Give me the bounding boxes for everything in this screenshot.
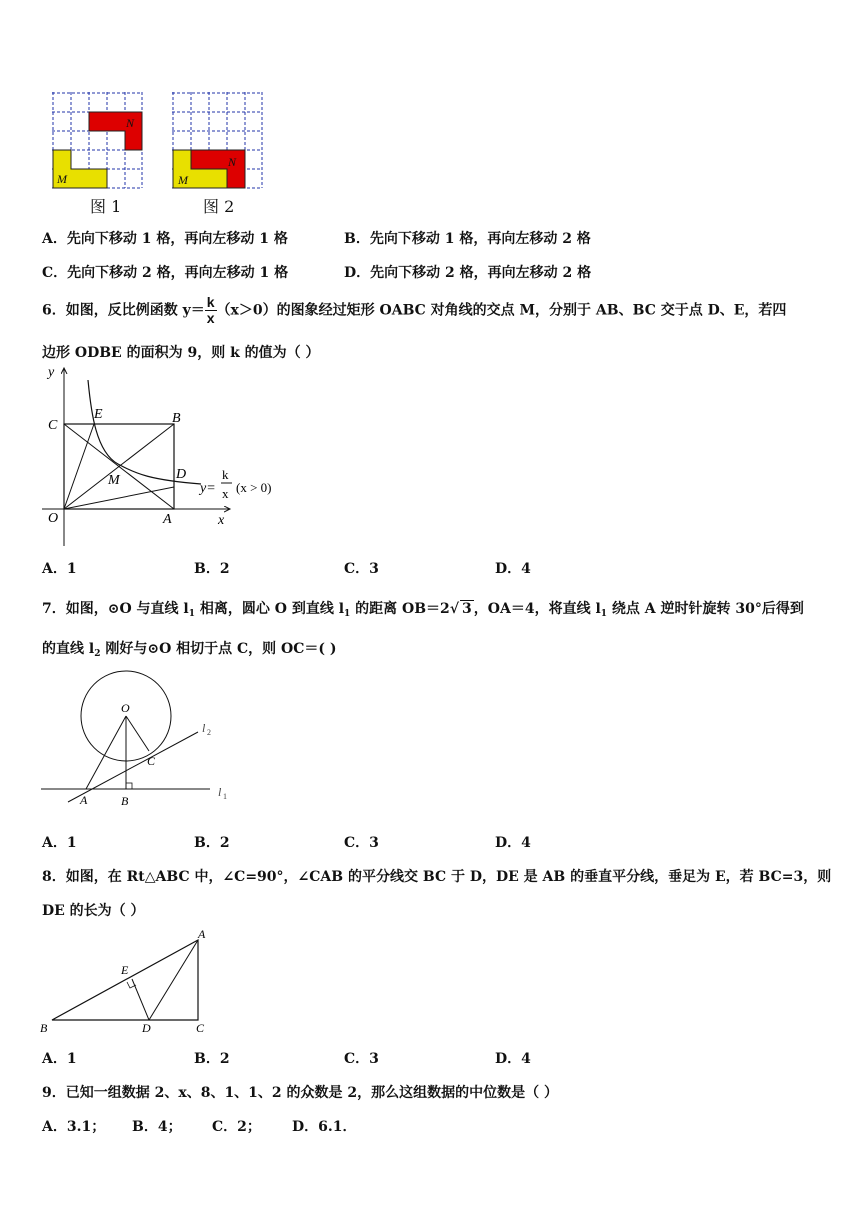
q8-stem-line1: 8．如图，在 Rt△ABC 中，∠C=90°，∠CAB 的平分线交 BC 于 D，DE 是 AB 的垂直平分线，垂足为 E，若 BC=3，则 — [42, 869, 832, 885]
q7-stem-line1: 7．如图，⊙O 与直线 $l_1$ 相离，圆心 O 到直线 $l_1$ 的距离 OB＝2√ 3 ，OA＝4，将直线 $l_1$ 绕点 A 逆时针旋转 30°后得到 — [42, 601, 804, 619]
q6-option-a: A．1 — [42, 561, 77, 577]
svg-text:x: x — [222, 486, 229, 501]
label-n: N — [126, 116, 135, 130]
svg-text:D: D — [142, 1021, 151, 1035]
red-shape-n — [89, 112, 142, 150]
svg-text:y=: y= — [200, 481, 216, 496]
q5-figure-1 — [52, 92, 144, 190]
svg-text:l: l — [218, 785, 222, 799]
svg-text:C: C — [196, 1021, 205, 1035]
q6-stem-line2: 边形 ODBE 的面积为 9，则 k 的值为（ ） — [42, 345, 320, 361]
q7-option-d: D．4 — [495, 835, 531, 851]
svg-text:x: x — [218, 513, 225, 528]
q9-option-c: C．2； — [212, 1119, 261, 1135]
svg-text:1: 1 — [223, 792, 227, 801]
q5-option-b: B．先向下移动 1 格，再向左移动 2 格 — [344, 231, 591, 247]
svg-text:E: E — [121, 963, 129, 977]
svg-text:O: O — [48, 511, 59, 526]
q5-option-c: C．先向下移动 2 格，再向左移动 1 格 — [42, 265, 289, 281]
q8-option-c: C．3 — [344, 1051, 379, 1067]
q6-option-c: C．3 — [344, 561, 379, 577]
q7-figure — [38, 668, 238, 813]
svg-text:B: B — [121, 794, 129, 808]
svg-text:C: C — [48, 418, 58, 433]
q8-stem-line2: DE 的长为（ ） — [42, 903, 145, 919]
q9-option-d: D．6.1． — [292, 1119, 357, 1135]
svg-text:2: 2 — [207, 728, 211, 737]
svg-text:y: y — [48, 365, 55, 380]
svg-text:B: B — [172, 411, 181, 426]
svg-text:D: D — [176, 467, 187, 482]
svg-text:A: A — [163, 512, 172, 527]
figure-1-caption: 图 1 — [90, 197, 122, 216]
label-m: M — [57, 172, 67, 186]
svg-text:k: k — [222, 467, 229, 482]
q9-stem: 9．已知一组数据 2、x、8、1、1、2 的众数是 2，那么这组数据的中位数是（ ） — [42, 1085, 559, 1101]
q8-option-a: A．1 — [42, 1051, 77, 1067]
svg-text:C: C — [147, 754, 156, 768]
svg-text:E: E — [94, 407, 103, 422]
svg-text:M: M — [108, 473, 120, 488]
q6-option-b: B．2 — [194, 561, 230, 577]
q9-option-a: A．3.1； — [42, 1119, 106, 1135]
svg-text:M: M — [178, 173, 188, 187]
q5-option-d: D．先向下移动 2 格，再向左移动 2 格 — [344, 265, 592, 281]
q7-stem-line2: 的直线 $l_2$ 刚好与⊙O 相切于点 C，则 OC＝( ) — [42, 641, 337, 659]
q6-option-d: D．4 — [495, 561, 531, 577]
q5-option-a: A．先向下移动 1 格，再向左移动 1 格 — [42, 231, 288, 247]
q6-figure — [36, 362, 286, 552]
svg-text:(x > 0): (x > 0) — [236, 480, 272, 495]
figure-2-caption: 图 2 — [203, 197, 235, 216]
q8-option-d: D．4 — [495, 1051, 531, 1067]
q7-option-a: A．1 — [42, 835, 77, 851]
svg-text:N: N — [228, 155, 237, 169]
svg-text:B: B — [40, 1021, 48, 1035]
q6-stem-line1: 6．如图，反比例函数 y＝ $\frac{k}{x}$ （x＞0）的图象经过矩形 OABC 对角线的交点 M，分别于 AB、BC 交于点 D、E，若四 — [42, 294, 787, 326]
q8-option-b: B．2 — [194, 1051, 230, 1067]
q5-figure-2 — [172, 92, 264, 190]
q7-option-c: C．3 — [344, 835, 379, 851]
q8-figure — [36, 924, 221, 1039]
svg-text:l: l — [202, 721, 206, 735]
svg-text:A: A — [80, 793, 88, 807]
svg-text:A: A — [198, 927, 206, 941]
q7-option-b: B．2 — [194, 835, 230, 851]
svg-text:O: O — [121, 701, 130, 715]
q9-option-b: B．4； — [132, 1119, 182, 1135]
